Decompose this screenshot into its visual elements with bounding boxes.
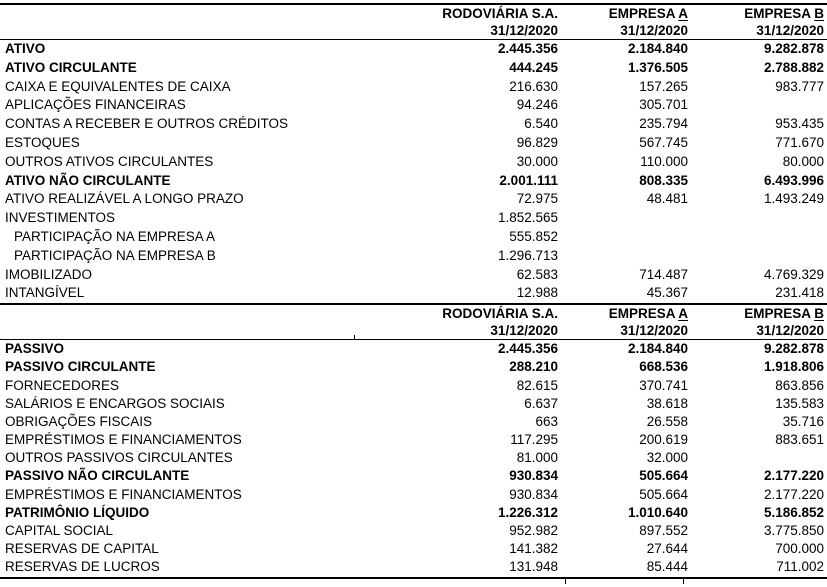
row-label: CAIXA E EQUIVALENTES DE CAIXA: [5, 78, 231, 94]
row-value: 1.010.640: [627, 504, 688, 520]
row-label: ESTOQUES: [5, 134, 80, 150]
row-label: OUTROS PASSIVOS CIRCULANTES: [5, 450, 233, 466]
row-label: SALÁRIOS E ENCARGOS SOCIAIS: [5, 395, 225, 411]
row-label: PASSIVO CIRCULANTE: [5, 359, 156, 375]
row-label: EMPRÉSTIMOS E FINANCIAMENTOS: [5, 486, 242, 502]
row-value: 444.245: [509, 59, 558, 75]
table-row: [0, 431, 827, 449]
date-cell: 31/12/2020: [620, 23, 688, 38]
row-value: 35.716: [782, 413, 824, 429]
company-header: [688, 305, 827, 322]
row-label: ATIVO REALIZÁVEL A LONGO PRAZO: [5, 191, 244, 207]
row-value: 6.540: [524, 116, 558, 132]
row-value: 110.000: [640, 153, 688, 169]
row-label: OBRIGAÇÕES FISCAIS: [5, 413, 153, 429]
row-value: 30.000: [516, 153, 558, 169]
row-label: ATIVO NÃO CIRCULANTE: [5, 172, 171, 188]
company-name: EMPRESA: [608, 6, 679, 21]
row-value: 4.769.329: [763, 266, 824, 282]
company-name: RODOVIÁRIA S.A.: [442, 6, 558, 21]
company-name: RODOVIÁRIA S.A.: [442, 306, 558, 322]
row-value: 897.552: [639, 523, 688, 539]
row-value: 3.775.850: [763, 523, 824, 539]
row-value: 288.210: [509, 359, 558, 375]
company-header: [558, 305, 688, 322]
row-label: RESERVAS DE LUCROS: [5, 559, 160, 575]
table-row: [0, 134, 827, 153]
row-value: 96.829: [516, 134, 558, 150]
table-row: [0, 59, 827, 78]
row-value: 2.177.220: [763, 486, 824, 502]
header-spacer: [0, 22, 428, 39]
row-value: 305.701: [639, 97, 688, 113]
company-name: EMPRESA: [608, 306, 679, 322]
row-value: 117.295: [510, 432, 558, 448]
row-label: PASSIVO NÃO CIRCULANTE: [5, 468, 190, 484]
row-label: IMOBILIZADO: [5, 266, 93, 282]
date-header-row: [0, 322, 827, 339]
row-value: 953.435: [775, 116, 824, 132]
row-value: 711.002: [776, 559, 824, 575]
row-label: FORNECEDORES: [5, 377, 120, 393]
row-value: [688, 247, 827, 266]
row-value: 700.000: [775, 541, 824, 557]
row-value: 505.664: [639, 486, 688, 502]
row-value: 6.637: [524, 395, 558, 411]
row-value: 9.282.878: [763, 341, 824, 357]
row-value: 5.186.852: [763, 504, 824, 520]
date-cell: 31/12/2020: [756, 23, 824, 38]
company-name-underlined: A: [678, 6, 688, 21]
company-header-row: [0, 5, 827, 22]
column-header-ativo: [0, 5, 827, 40]
table-row: [0, 172, 827, 191]
date-cell: 31/12/2020: [756, 323, 824, 339]
row-value: 216.630: [509, 78, 558, 94]
table-row: [0, 209, 827, 228]
row-value: 505.664: [639, 468, 688, 484]
company-header: [688, 5, 827, 22]
row-value: 72.975: [516, 191, 558, 207]
table-row: [0, 340, 827, 358]
row-value: [688, 228, 827, 247]
row-label: INTANGÍVEL: [5, 285, 85, 301]
row-value: 80.000: [782, 153, 824, 169]
row-value: 62.583: [516, 266, 558, 282]
row-value: 200.619: [639, 432, 688, 448]
row-value: 930.834: [509, 468, 558, 484]
row-value: 231.418: [775, 285, 824, 301]
date-cell: 31/12/2020: [490, 23, 558, 38]
table-row: [0, 115, 827, 134]
row-value: 27.644: [646, 541, 688, 557]
row-value: 135.583: [775, 395, 824, 411]
date-cell: 31/12/2020: [620, 323, 688, 339]
row-label: PARTICIPAÇÃO NA EMPRESA B: [14, 247, 216, 263]
bottom-border: [0, 577, 827, 587]
row-value: [558, 228, 688, 247]
row-value: 1.918.806: [763, 359, 824, 375]
table-row: [0, 78, 827, 97]
row-value: [558, 247, 688, 266]
row-value: [558, 209, 688, 228]
row-value: 32.000: [646, 450, 688, 466]
company-header: [428, 5, 558, 22]
row-value: 883.651: [775, 432, 824, 448]
row-value: 141.382: [509, 541, 558, 557]
company-name-underlined: B: [814, 6, 824, 21]
row-label: OUTROS ATIVOS CIRCULANTES: [5, 153, 214, 169]
date-cell: 31/12/2020: [490, 323, 558, 339]
row-value: 2.001.111: [499, 172, 558, 188]
rows-passivo: [0, 340, 827, 576]
row-label: EMPRÉSTIMOS E FINANCIAMENTOS: [5, 432, 242, 448]
table-row: [0, 228, 827, 247]
table-row: [0, 540, 827, 558]
row-value: 983.777: [775, 78, 824, 94]
row-value: 2.177.220: [763, 468, 824, 484]
row-value: 2.445.356: [497, 341, 558, 357]
table-row: [0, 413, 827, 431]
row-value: 12.988: [516, 285, 558, 301]
company-header: [428, 305, 558, 322]
table-row: [0, 486, 827, 504]
row-label: PARTICIPAÇÃO NA EMPRESA A: [14, 228, 216, 244]
company-header-row: [0, 305, 827, 322]
row-value: 45.367: [646, 285, 688, 301]
section-passivo: [0, 303, 827, 576]
company-name-underlined: B: [814, 306, 824, 322]
company-name-underlined: A: [678, 306, 688, 322]
row-value: 1.852.565: [497, 210, 558, 226]
table-row: [0, 40, 827, 59]
row-value: 2.184.840: [627, 41, 688, 56]
table-row: [0, 558, 827, 576]
row-label: PASSIVO: [5, 341, 65, 357]
border-tick: [683, 579, 684, 584]
row-value: 48.481: [646, 191, 688, 207]
row-value: 38.618: [646, 395, 688, 411]
row-label: APLICAÇÕES FINANCEIRAS: [5, 97, 186, 113]
row-value: 1.376.505: [627, 59, 688, 75]
row-value: 1.493.249: [763, 191, 824, 207]
row-value: 567.745: [639, 134, 688, 150]
table-row: [0, 96, 827, 115]
date-header-row: [0, 22, 827, 39]
border-tick: [565, 579, 566, 584]
row-value: 131.948: [509, 559, 558, 575]
header-spacer: [0, 305, 428, 322]
header-spacer: [0, 5, 428, 22]
row-value: 930.834: [509, 486, 558, 502]
row-label: CAPITAL SOCIAL: [5, 523, 114, 539]
section-ativo: [0, 3, 827, 303]
row-value: 157.265: [639, 78, 688, 94]
row-value: 235.794: [639, 116, 688, 132]
row-label: ATIVO CIRCULANTE: [5, 59, 137, 75]
row-value: 1.226.312: [497, 504, 558, 520]
table-row: [0, 449, 827, 467]
row-value: 808.335: [639, 172, 688, 188]
row-value: 668.536: [639, 359, 688, 375]
row-label: PATRIMÔNIO LÍQUIDO: [5, 504, 150, 520]
rows-ativo: [0, 40, 827, 303]
table-row: [0, 153, 827, 172]
row-value: 555.852: [509, 228, 558, 244]
row-value: 2.788.882: [763, 59, 824, 75]
table-row: [0, 284, 827, 303]
row-value: 6.493.996: [763, 172, 824, 188]
row-value: [688, 209, 827, 228]
row-label: INVESTIMENTOS: [5, 210, 116, 226]
row-value: 85.444: [646, 559, 688, 575]
row-value: 1.296.713: [497, 247, 558, 263]
row-value: 81.000: [516, 450, 558, 466]
table-row: [0, 467, 827, 485]
company-header: [558, 5, 688, 22]
row-label: CONTAS A RECEBER E OUTROS CRÉDITOS: [5, 116, 289, 132]
row-value: 663: [535, 413, 558, 429]
row-value: 863.856: [775, 377, 824, 393]
column-header-passivo: [0, 303, 827, 340]
row-value: [688, 449, 827, 467]
row-value: 9.282.878: [763, 41, 824, 56]
table-row: [0, 377, 827, 395]
row-value: 94.246: [516, 97, 558, 113]
row-value: 82.615: [516, 377, 558, 393]
row-label: RESERVAS DE CAPITAL: [5, 541, 159, 557]
row-value: 26.558: [646, 413, 688, 429]
table-row: [0, 504, 827, 522]
table-row: [0, 522, 827, 540]
header-spacer: [0, 322, 428, 339]
company-name: EMPRESA: [744, 306, 815, 322]
row-value: 2.445.356: [497, 41, 558, 56]
row-value: 771.670: [775, 134, 824, 150]
row-value: 952.982: [509, 523, 558, 539]
border-tick: [354, 335, 355, 339]
row-value: 370.741: [639, 377, 688, 393]
table-row: [0, 395, 827, 413]
row-value: 2.184.840: [627, 341, 688, 357]
table-row: [0, 190, 827, 209]
row-value: [688, 96, 827, 115]
company-name: EMPRESA: [744, 6, 815, 21]
row-value: 714.487: [639, 266, 688, 282]
table-row: [0, 358, 827, 376]
row-label: ATIVO: [5, 41, 46, 56]
table-row: [0, 266, 827, 285]
table-row: [0, 247, 827, 266]
